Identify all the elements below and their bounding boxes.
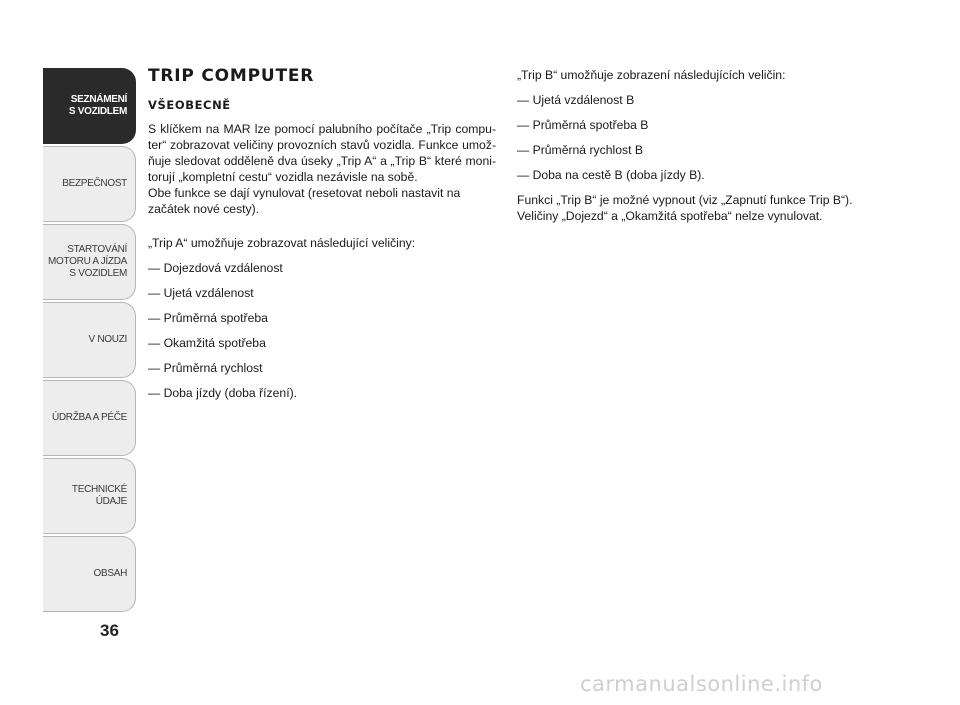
trip-a-intro: „Trip A“ umožňuje zobrazovat následující veličiny: — [148, 236, 416, 250]
tab-bezpecnost[interactable] — [43, 146, 136, 222]
spacer — [148, 217, 496, 235]
tab-label: OBSAH — [93, 568, 127, 579]
tab-startovani-motoru[interactable] — [43, 224, 136, 300]
list-item: — Ujetá vzdálenost — [148, 286, 254, 300]
left-column — [148, 66, 496, 401]
tab-label: V NOUZI — [88, 334, 127, 345]
trip-b-note: Funkci „Trip B“ je možné vypnout (viz „Zapnutí funkce Trip B“). — [517, 193, 853, 207]
reset-note: Veličiny „Dojezd“ a „Okamžitá spotřeba“ nelze vynulovat. — [517, 209, 823, 223]
tab-seznameni-s-vozidlem[interactable] — [43, 68, 136, 144]
list-item: — Doba jízdy (doba řízení). — [148, 386, 298, 400]
watermark: carmanualsonline.info — [580, 672, 823, 696]
tab-v-nouzi[interactable] — [43, 302, 136, 378]
page-title: TRIP COMPUTER — [148, 66, 315, 86]
list-item: — Okamžitá spotřeba — [148, 336, 266, 350]
list-item: — Průměrná rychlost B — [517, 143, 643, 157]
list-item: — Ujetá vzdálenost B — [517, 93, 635, 107]
list-item: — Průměrná rychlost — [148, 361, 263, 375]
tab-label: TECHNICKÉ ÚDAJE — [71, 484, 127, 507]
reset-paragraph: Obe funkce se dají vynulovat (resetovat neboli nastavit na začátek nové cesty). — [148, 186, 461, 216]
list-item: — Průměrná spotřeba — [148, 311, 268, 325]
tab-obsah[interactable] — [43, 536, 136, 612]
tab-udrzba-a-pece[interactable] — [43, 380, 136, 456]
list-item: — Doba na cestě B (doba jízdy B). — [517, 168, 705, 182]
tab-label: ÚDRŽBA A PÉČE — [51, 412, 127, 423]
list-item: — Průměrná spotřeba B — [517, 118, 649, 132]
trip-b-intro: „Trip B“ umožňuje zobrazení následujících veličin: — [517, 68, 786, 82]
section-subtitle: VŠEOBECNĚ — [148, 98, 231, 112]
chapter-sidebar — [43, 68, 136, 614]
intro-paragraph: S klíčkem na MAR lze pomocí palubního počítače „Trip computer“ zobrazovat veličiny provozních stavů vozidla. Funkce umožňuje sledovat odděleně dva úseky „Trip A“ a „Trip B“ které monitorují „kompletní cestu“ vozidla nezávisle na sobě. — [148, 122, 496, 184]
list-item: — Dojezdová vzdálenost — [148, 261, 283, 275]
tab-label: BEZPEČNOST — [62, 178, 127, 189]
tab-label: SEZNÁMENÍ S VOZIDLEM — [68, 94, 127, 117]
tab-label: STARTOVÁNÍ MOTORU A JÍZDA S VOZIDLEM — [48, 244, 127, 279]
tab-technicke-udaje[interactable] — [43, 458, 136, 534]
page-number: 36 — [100, 621, 119, 640]
right-column — [517, 66, 877, 224]
